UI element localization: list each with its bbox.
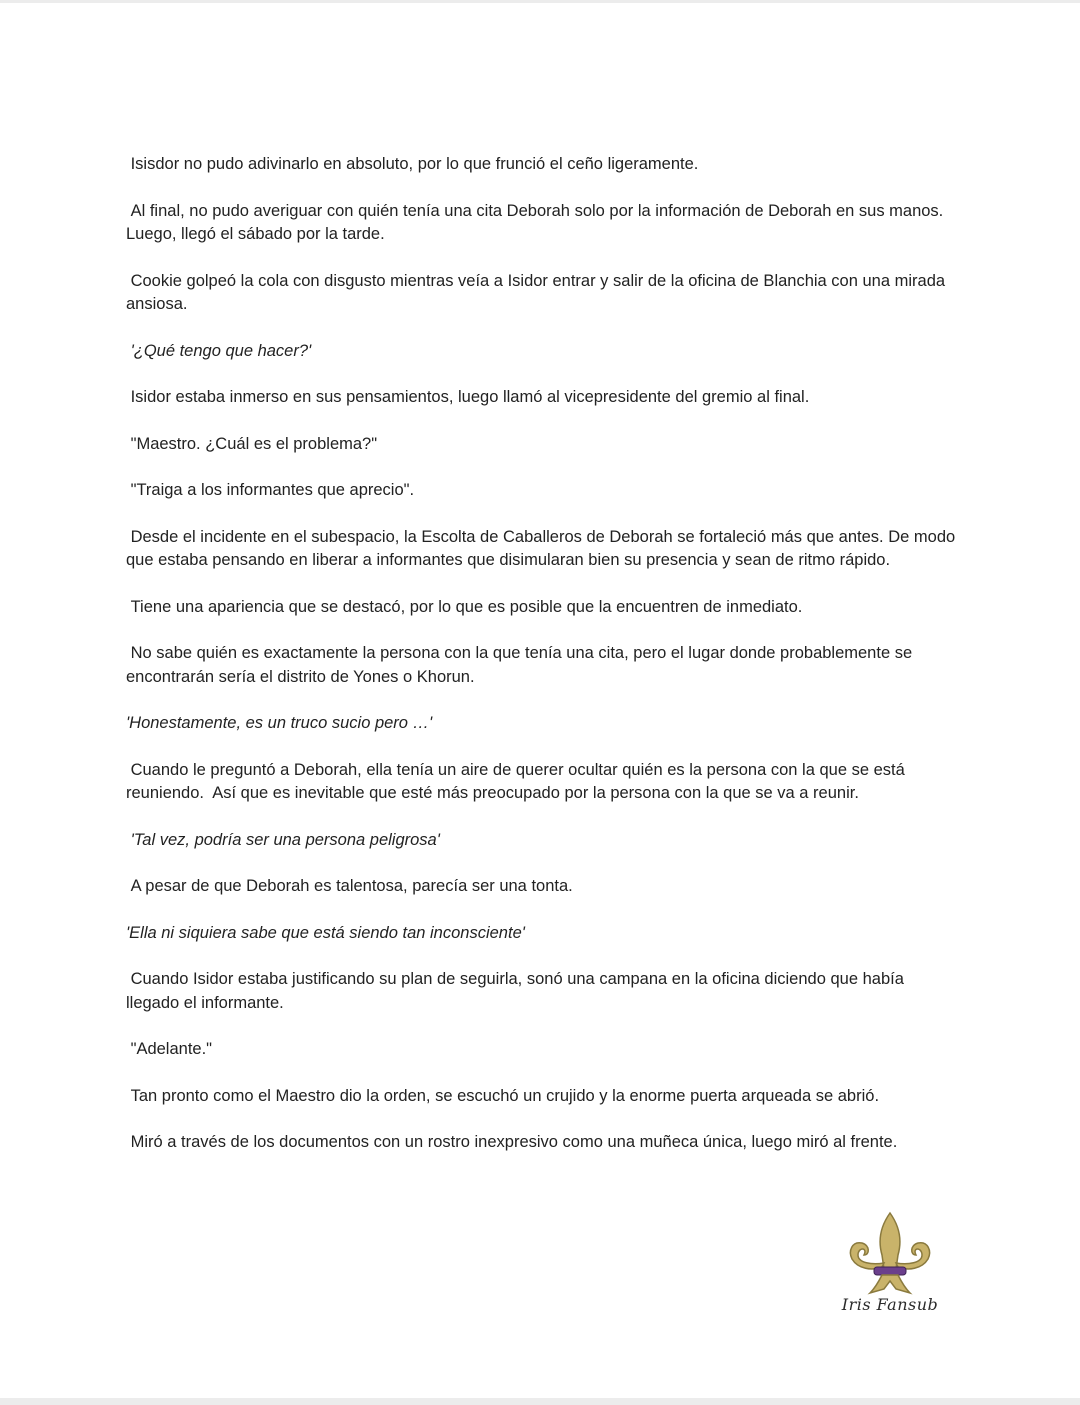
paragraph: Tiene una apariencia que se destacó, por lo que es posible que la encuentren de inmediato. bbox=[126, 597, 803, 616]
iris-fansub-logo bbox=[838, 1211, 942, 1323]
logo-text: Iris Fansub bbox=[841, 1295, 939, 1314]
paragraph-thought: 'Honestamente, es un truco sucio pero …' bbox=[126, 714, 433, 732]
fleur-de-lis-icon bbox=[844, 1211, 936, 1297]
paragraph-thought: 'Tal vez, podría ser una persona peligrosa' bbox=[126, 830, 440, 849]
paragraph-thought: '¿Qué tengo que hacer?' bbox=[126, 341, 312, 360]
paragraph-thought: 'Ella ni siquiera sabe que está siendo tan inconsciente' bbox=[126, 923, 525, 942]
paragraph: Isisdor no pudo adivinarlo en absoluto, por lo que frunció el ceño ligeramente. bbox=[126, 155, 699, 173]
paragraph: A pesar de que Deborah es talentosa, parecía ser una tonta. bbox=[126, 877, 573, 895]
paragraph: Miró a través de los documentos con un rostro inexpresivo como una muñeca única, luego miró al frente. bbox=[126, 1133, 898, 1151]
paragraph: Cookie golpeó la cola con disgusto mientras veía a Isidor entrar y salir de la oficina de Blanchia con una mirada ansiosa. bbox=[126, 271, 950, 313]
document-page bbox=[0, 3, 1080, 1398]
paragraph-dialogue: "Adelante." bbox=[126, 1040, 213, 1058]
paragraph: Isidor estaba inmerso en sus pensamientos, luego llamó al vicepresidente del gremio al final. bbox=[126, 388, 810, 406]
paragraph: Desde el incidente en el subespacio, la Escolta de Caballeros de Deborah se fortaleció más que antes. De modo que estaba pensando en liberar a informantes que disimularan bien su presencia y sean de ritmo rápido. bbox=[126, 527, 960, 569]
paragraph: Cuando Isidor estaba justificando su plan de seguirla, sonó una campana en la oficina diciendo que había llegado el informante. bbox=[126, 970, 909, 1012]
paragraph: Al final, no pudo averiguar con quién tenía una cita Deborah solo por la información de Deborah en sus manos. Luego, llegó el sábado por la tarde. bbox=[126, 201, 953, 243]
paragraph-dialogue: "Traiga a los informantes que aprecio". bbox=[126, 481, 415, 499]
paragraph-dialogue: "Maestro. ¿Cuál es el problema?" bbox=[126, 434, 378, 453]
paragraph: No sabe quién es exactamente la persona con la que tenía una cita, pero el lugar donde probablemente se encontrarán sería el distrito de Yones o Khorun. bbox=[126, 644, 917, 686]
document-body bbox=[126, 153, 960, 1178]
paragraph: Tan pronto como el Maestro dio la orden, se escuchó un crujido y la enorme puerta arqueada se abrió. bbox=[126, 1086, 880, 1105]
paragraph: Cuando le preguntó a Deborah, ella tenía un aire de querer ocultar quién es la persona con la que se está reuniendo. Así que es inevitable que esté más preocupado por la persona con la que se va a reunir. bbox=[126, 760, 910, 802]
